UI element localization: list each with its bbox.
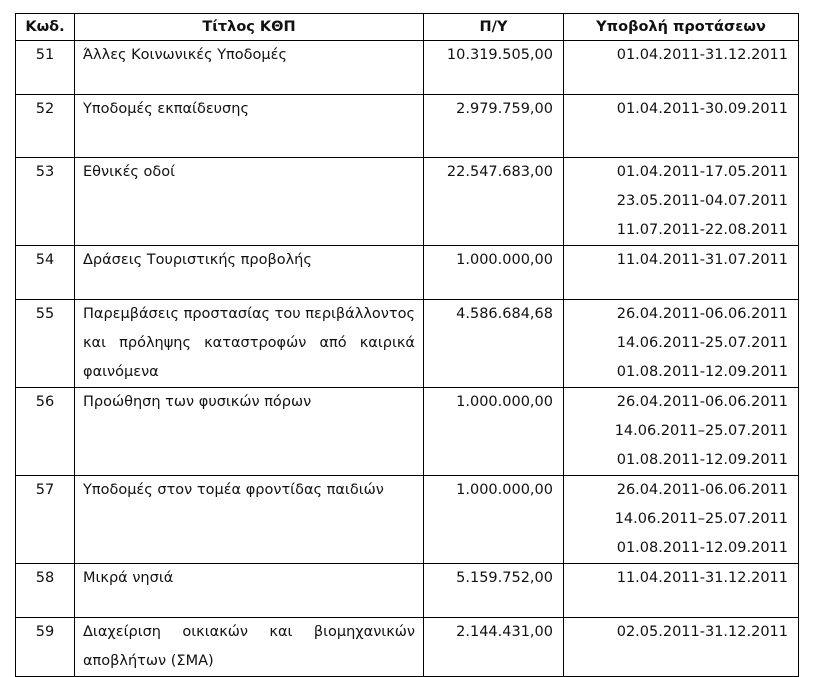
table-row	[16, 41, 799, 95]
row-budget: 22.547.683,00	[424, 158, 564, 246]
row-dates	[564, 388, 799, 476]
date-range: 01.08.2011-12.09.2011	[616, 452, 788, 468]
date-range: 26.04.2011-06.06.2011	[616, 482, 788, 498]
row-dates	[564, 564, 799, 618]
date-range: 14.06.2011-25.07.2011	[616, 335, 788, 351]
row-code: 54	[16, 246, 75, 300]
date-range: 01.08.2011-12.09.2011	[616, 364, 788, 380]
row-code: 57	[16, 476, 75, 564]
date-range: 11.04.2011-31.12.2011	[616, 570, 788, 586]
date-range: 01.04.2011-17.05.2011	[616, 164, 788, 180]
date-range: 11.04.2011-31.07.2011	[616, 252, 788, 268]
header-submission: Υποβολή προτάσεων	[564, 14, 799, 41]
table-row	[16, 158, 799, 246]
row-budget: 1.000.000,00	[424, 388, 564, 476]
date-range: 23.05.2011-04.07.2011	[616, 193, 788, 209]
header-code: Κωδ.	[16, 14, 75, 41]
row-budget: 10.319.505,00	[424, 41, 564, 95]
date-range: 11.07.2011-22.08.2011	[616, 222, 788, 238]
row-code: 56	[16, 388, 75, 476]
row-dates	[564, 95, 799, 158]
table-row	[16, 95, 799, 158]
date-range: 26.04.2011-06.06.2011	[616, 306, 788, 322]
row-dates	[564, 41, 799, 95]
row-dates	[564, 618, 799, 677]
row-title: Μικρά νησιά	[75, 564, 424, 618]
row-dates	[564, 300, 799, 388]
row-title: Υποδομές στον τομέα φροντίδας παιδιών	[75, 476, 424, 564]
header-budget: Π/Υ	[424, 14, 564, 41]
date-range: 14.06.2011–25.07.2011	[614, 511, 788, 527]
row-dates	[564, 158, 799, 246]
date-range: 01.04.2011-30.09.2011	[616, 101, 788, 117]
row-title: Υποδομές εκπαίδευσης	[75, 95, 424, 158]
row-title: Εθνικές οδοί	[75, 158, 424, 246]
row-code: 52	[16, 95, 75, 158]
row-budget: 5.159.752,00	[424, 564, 564, 618]
row-title: Διαχείριση οικιακών και βιομηχανικών αποβλήτων (ΣΜΑ)	[75, 618, 424, 677]
programs-table	[15, 13, 799, 677]
table-row	[16, 564, 799, 618]
row-dates	[564, 476, 799, 564]
row-budget: 2.979.759,00	[424, 95, 564, 158]
row-code: 51	[16, 41, 75, 95]
date-range: 02.05.2011-31.12.2011	[616, 624, 788, 640]
header-row	[16, 14, 799, 41]
row-code: 59	[16, 618, 75, 677]
row-budget: 1.000.000,00	[424, 246, 564, 300]
date-range: 14.06.2011–25.07.2011	[614, 423, 788, 439]
row-budget: 4.586.684,68	[424, 300, 564, 388]
row-dates	[564, 246, 799, 300]
date-range: 01.04.2011-31.12.2011	[616, 47, 788, 63]
table-row	[16, 300, 799, 388]
row-title: Παρεμβάσεις προστασίας του περιβάλλοντος και πρόληψης καταστροφών από καιρικά φαινόμενα	[75, 300, 424, 388]
table-row	[16, 618, 799, 677]
date-range: 01.08.2011-12.09.2011	[616, 540, 788, 556]
row-budget: 1.000.000,00	[424, 476, 564, 564]
header-title: Τίτλος ΚΘΠ	[75, 14, 424, 41]
row-title: Δράσεις Τουριστικής προβολής	[75, 246, 424, 300]
table-row	[16, 388, 799, 476]
row-code: 53	[16, 158, 75, 246]
row-title: Άλλες Κοινωνικές Υποδομές	[75, 41, 424, 95]
table-row	[16, 476, 799, 564]
date-range: 26.04.2011-06.06.2011	[616, 394, 788, 410]
row-budget: 2.144.431,00	[424, 618, 564, 677]
row-title: Προώθηση των φυσικών πόρων	[75, 388, 424, 476]
row-code: 55	[16, 300, 75, 388]
table-row	[16, 246, 799, 300]
row-code: 58	[16, 564, 75, 618]
